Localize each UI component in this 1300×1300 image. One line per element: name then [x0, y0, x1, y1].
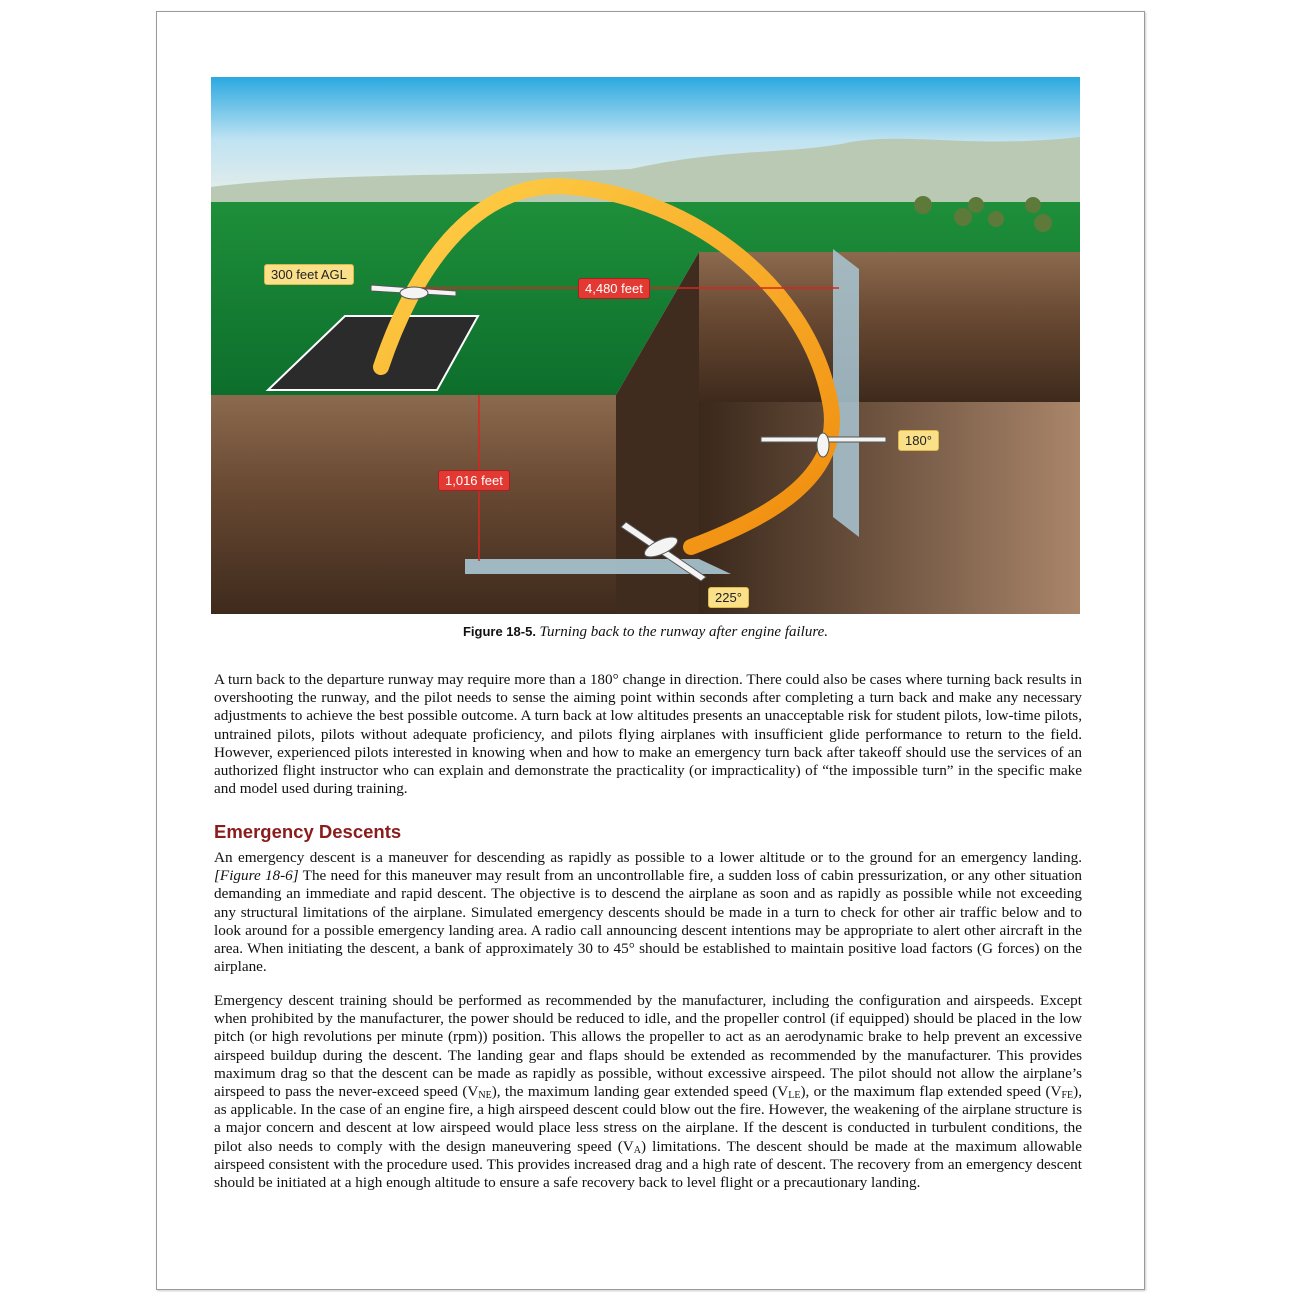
- text: ) limitations. The descent should be made at the maximum allowable airspeed consistent with the procedure used. This provides increased drag and a high rate of descent. The recovery from an emergency descent should be initiated at a high enough altitude to ensure a safe recovery back to level flight or a precautionary landing.: [214, 1137, 1082, 1192]
- text: ), or the maximum flap extended speed (V: [800, 1083, 1062, 1101]
- label-altitude-lost: 1,016 feet: [438, 470, 510, 491]
- text: Emergency descent training should be performed as recommended by the manufacturer, including the configuration and airspeeds. Except when prohibited by the manufacturer, the power should be reduced to idle, and the propeller control (if equipped) should be placed in the low pitch (or high revolutions per minute (rpm)) position. This allows the propeller to act as an aerodynamic brake to help prevent an excessive airspeed buildup during the descent. The landing gear and flaps should be extended as recommended by the manufacturer. This provides maximum drag so that the descent can be made as rapidly as possible, without excessive airspeed. The pilot should not allow the airplane’s airspeed to pass the never-exceed speed (V: [214, 992, 1082, 1101]
- caption-title: Turning back to the runway after engine failure.: [539, 624, 829, 640]
- paragraph-emergency-descent-training: [214, 992, 1082, 1192]
- subscript: NE: [478, 1090, 492, 1102]
- text: An emergency descent is a maneuver for descending as rapidly as possible to a lower altitude or to the ground for an emergency landing.: [214, 849, 1082, 866]
- paragraph-emergency-descent-intro: [214, 849, 1082, 976]
- label-distance: 4,480 feet: [578, 278, 650, 299]
- subscript: LE: [788, 1090, 801, 1102]
- figure-reference: [Figure 18-6]: [214, 867, 299, 885]
- figure-caption: [211, 624, 1080, 641]
- section-heading: Emergency Descents: [214, 821, 402, 842]
- subscript: A: [633, 1144, 642, 1156]
- pit-floor: [699, 402, 1080, 614]
- bank-plane-180: [833, 249, 859, 537]
- label-300-feet-agl: 300 feet AGL: [264, 264, 354, 285]
- figure-turn-back-illustration: [211, 77, 1080, 614]
- label-225-degrees: 225°: [708, 587, 749, 608]
- text: The need for this maneuver may result from an uncontrollable fire, a sudden loss of cabin pressurization, or any other situation demanding an immediate and rapid descent. The objective is to descend the airplane as soon and as rapidly as possible while not exceeding any structural limitations of the airplane. Simulated emergency descents should be made in a turn to check for other air traffic below and to look around for a possible emergency landing area. A radio call announcing descent intentions may be appropriate to alert other aircraft in the area. When initiating the descent, a bank of approximately 30 to 45° should be established to maintain positive load factors (G forces) on the airplane.: [214, 867, 1083, 976]
- label-180-degrees: 180°: [898, 430, 939, 451]
- subscript: FE: [1061, 1090, 1074, 1102]
- text: ), as applicable. In the case of an engine fire, a high airspeed descent could blow out the fire. However, the weakening of the airplane structure is a major concern and descent at low airspeed would place less stress on the airplane. If the descent is conducted in turbulent conditions, the pilot also needs to comply with the design maneuvering speed (V: [214, 1083, 1083, 1155]
- dirt-front-face: [211, 395, 616, 614]
- illustration: [211, 77, 1080, 614]
- paragraph-turn-back: A turn back to the departure runway may require more than a 180° change in direction. There could also be cases where turning back results in overshooting the runway, and the pilot needs to sense the aiming point within seconds after completing a turn back and make any necessary adjustments to achieve the best possible outcome. A turn back at low altitudes presents an unacceptable risk for student pilots, low-time pilots, untrained pilots, pilots without adequate proficiency, and pilots flying airplanes with insufficient glide performance to return to the field. However, experienced pilots interested in knowing when and how to make an emergency turn back after takeoff should use the services of an authorized flight instructor who can explain and demonstrate the practicality (or impracticality) of “the impossible turn” in the specific make and model used during training.: [214, 671, 1082, 798]
- text: ), the maximum landing gear extended speed (V: [491, 1083, 789, 1101]
- caption-number: Figure 18-5.: [462, 624, 536, 639]
